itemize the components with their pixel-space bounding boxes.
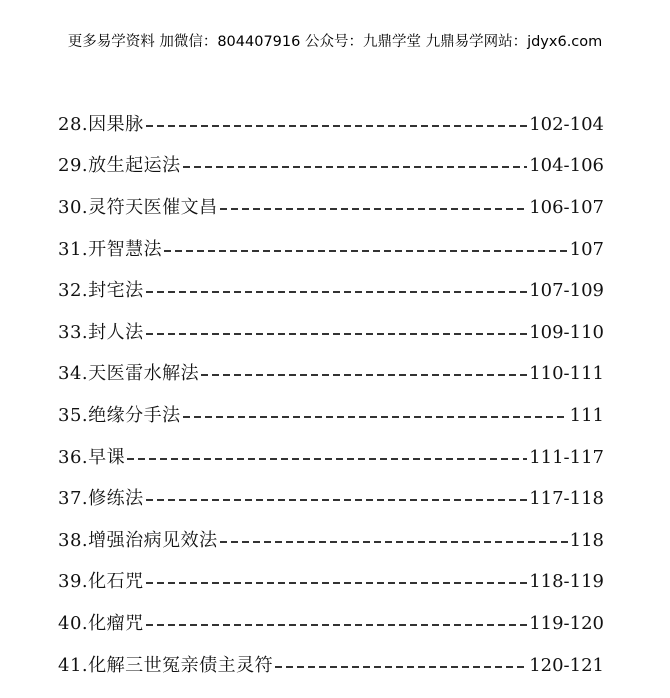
toc-entry-title: 33.封人法 — [58, 321, 144, 343]
toc-entry-pages: 110-111 — [529, 363, 604, 385]
toc-entry-37 — [58, 478, 604, 520]
toc-entry-pages: 118 — [569, 529, 604, 551]
toc-entry-34 — [58, 354, 604, 396]
toc-entry-41 — [58, 645, 604, 687]
toc-leader-line — [275, 666, 527, 668]
toc-entry-title: 41.化解三世冤亲债主灵符 — [58, 654, 274, 676]
toc-leader-line — [146, 499, 528, 501]
toc-leader-line — [201, 374, 527, 376]
toc-entry-pages: 118-119 — [529, 571, 604, 593]
page-header: 更多易学资料 加微信：804407916 公众号：九鼎学堂 九鼎易学网站：jdyx6.com — [67, 34, 603, 50]
toc-leader-line — [146, 291, 528, 293]
toc-entry-40 — [58, 603, 604, 645]
toc-entry-32 — [58, 270, 604, 312]
toc-entry-title: 30.灵符天医催文昌 — [58, 196, 218, 218]
toc-entry-pages: 106-107 — [529, 196, 604, 218]
toc-leader-line — [146, 333, 528, 335]
toc-entry-title: 38.增强治病见效法 — [58, 529, 218, 551]
toc-leader-line — [146, 125, 528, 127]
toc-entry-pages: 111-117 — [529, 446, 604, 468]
toc-entry-33 — [58, 312, 604, 354]
toc-entry-28 — [58, 104, 604, 146]
toc-entry-title: 40.化瘤咒 — [58, 612, 144, 634]
toc-entry-title: 35.绝缘分手法 — [58, 404, 181, 426]
toc-entry-pages: 119-120 — [529, 612, 604, 634]
toc-leader-line — [220, 541, 568, 543]
toc-entry-pages: 107-109 — [529, 280, 604, 302]
toc-entry-title: 34.天医雷水解法 — [58, 363, 200, 385]
toc-entry-title: 28.因果脉 — [58, 113, 144, 135]
toc-entry-pages: 107 — [569, 238, 604, 260]
toc-entry-38 — [58, 520, 604, 562]
toc-entry-35 — [58, 395, 604, 437]
toc-entry-31 — [58, 229, 604, 271]
toc-entry-title: 36.早课 — [58, 446, 126, 468]
toc-entry-title: 39.化石咒 — [58, 571, 144, 593]
toc-leader-line — [127, 458, 527, 460]
toc-entry-title: 32.封宅法 — [58, 280, 144, 302]
toc-leader-line — [164, 250, 568, 252]
toc-entry-title: 37.修练法 — [58, 488, 144, 510]
toc-leader-line — [146, 582, 528, 584]
toc-entry-39 — [58, 562, 604, 604]
toc-entry-title: 31.开智慧法 — [58, 238, 163, 260]
toc-entry-title: 29.放生起运法 — [58, 155, 181, 177]
toc-entry-30 — [58, 187, 604, 229]
toc-entry-pages: 111 — [569, 404, 604, 426]
toc-leader-line — [183, 166, 528, 168]
toc-entry-pages: 104-106 — [529, 155, 604, 177]
toc-entry-pages: 102-104 — [529, 113, 604, 135]
toc-leader-line — [146, 624, 528, 626]
toc-entry-29 — [58, 146, 604, 188]
table-of-contents — [58, 104, 604, 686]
toc-entry-36 — [58, 437, 604, 479]
toc-entry-pages: 109-110 — [529, 321, 604, 343]
toc-leader-line — [183, 416, 568, 418]
toc-entry-pages: 120-121 — [529, 654, 604, 676]
toc-entry-pages: 117-118 — [529, 488, 604, 510]
toc-leader-line — [220, 208, 528, 210]
